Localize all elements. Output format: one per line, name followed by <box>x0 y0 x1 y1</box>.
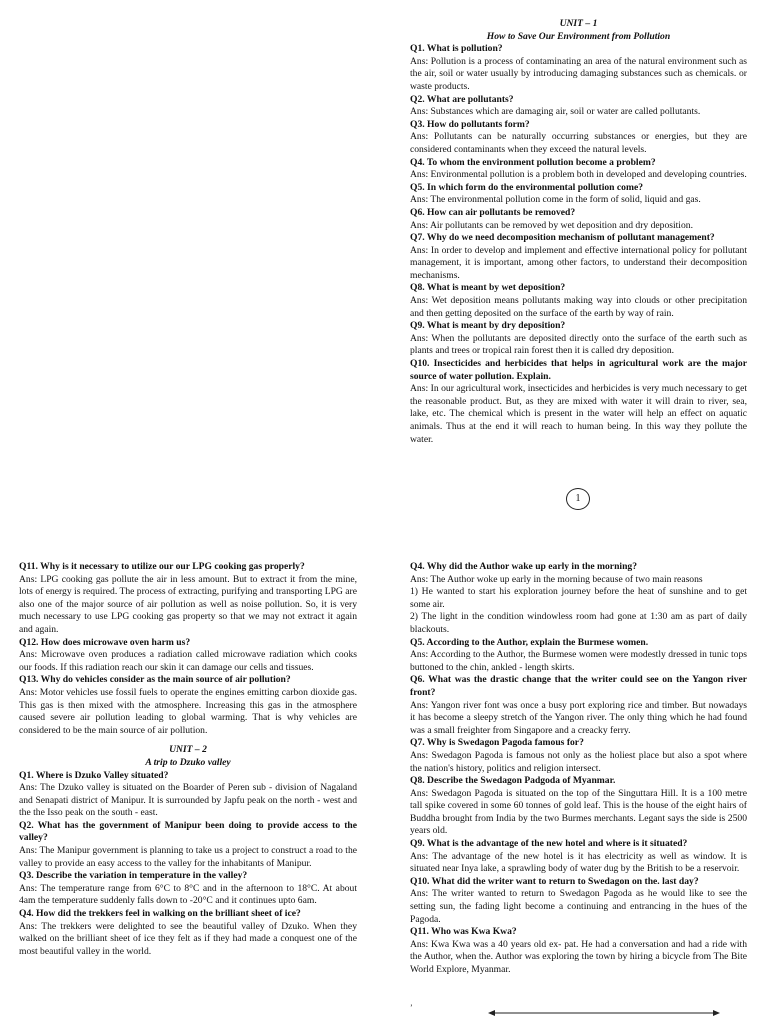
answer: Ans: The advantage of the new hotel is it has electricity as well as window. It is situated near Inya lake, a sprawling body of water dug by the British to be a reservoir. <box>410 850 747 875</box>
answer: Ans: The environmental pollution come in the form of solid, liquid and gas. <box>410 194 701 206</box>
question: Q6. What was the drastic change that the writer could see on the Yangon river front? <box>410 674 747 698</box>
question: Q1. Where is Dzuko Valley situated? <box>19 769 169 781</box>
question: Q4. How did the trekkers feel in walking on the brilliant sheet of ice? <box>19 908 301 920</box>
question: Q2. What are pollutants? <box>410 93 514 105</box>
question: Q9. What is the advantage of the new hotel and where is it situated? <box>410 838 688 850</box>
answer: Ans: Yangon river font was once a busy port exploring rice and timber. But nowadays it has become a sleepy stretch of the Yangon river. The only thing which he had found was a small freighter from Singapore and a creacky ferry. <box>410 699 747 736</box>
question: Q11. Why is it necessary to utilize our our LPG cooking gas properly? <box>19 561 305 572</box>
unit3-column <box>410 561 747 977</box>
answer: Ans: The Dzuko valley is situated on the Boarder of Peren sub - division of Nagaland and Senapati district of Manipur. It is surrounded by Japfu peak on the north - west and the the Isso peak on the south - east. <box>19 782 357 819</box>
page-number: 1 <box>566 488 590 510</box>
question: Q1. What is pollution? <box>410 43 503 55</box>
answer: Ans: Microwave oven produces a radiation called microwave radiation which cooks our foods. If this radiation reach our skin it can damage our cells and tissues. <box>19 649 357 673</box>
question: Q5. In which form do the environmental pollution come? <box>410 181 644 193</box>
answer: Ans: LPG cooking gas pollute the air in less amount. But to extract it from the mine, lots of energy is required. The process of extracting, purifying and transporting LPG are also one of the major source of air pollution as well as noise pollution. So, it is very much necessary to use LPG cooking gas property so that we may not extract it again and again. <box>19 573 357 635</box>
answer: Ans: According to the Author, the Burmese women were modestly dressed in tunic tops buttoned to the chin, ankled - length skirts. <box>410 649 747 673</box>
unit1-column <box>410 18 747 446</box>
question: Q3. Describe the variation in temperature in the valley? <box>19 870 248 882</box>
answer: Ans: The Manipur government is planning to take us a project to construct a road to the valley to provide an easy access to the valley for the inhabitants of Manipur. <box>19 845 357 869</box>
answer: Ans: The Author woke up early in the morning because of two main reasons <box>410 573 703 585</box>
stray-mark: ’ <box>410 1003 413 1012</box>
question: Q5. According to the Author, explain the Burmese women. <box>410 636 649 648</box>
answer: Ans: Pollutants can be naturally occurring substances or energies, but they are considered contaminants when they exceed the natural levels. <box>410 131 747 155</box>
question: Q6. How can air pollutants be removed? <box>410 206 576 218</box>
question: Q4. Why did the Author wake up early in the morning? <box>410 561 637 572</box>
answer: Ans: In our agricultural work, insecticides and herbicides is very much necessary to get the reasonable product. But, as they are mixed with water it will drain to river, sea, lake, etc. The chemical which is present in the water will help an effect on aquatic animals. Thus at the end it will reach to human being. In this way they pollute the water. <box>410 383 747 445</box>
answer: Ans: Substances which are damaging air, soil or water are called pollutants. <box>410 106 701 118</box>
question: Q10. Insecticides and herbicides that helps in agricultural work are the major source of water pollution. Explain. <box>410 358 747 382</box>
answer: Ans: Environmental pollution is a problem both in developed and developing countries. <box>410 169 747 181</box>
answer: Ans: Swedagon Pagoda is situated on the top of the Singuttara Hill. It is a 100 metre tall spike covered in some 60 tonnes of gold leaf. This is the house of the eight hairs of Buddha brought from India by the two Burmes merchants. Legant says the side is 2500 years old. <box>410 787 747 837</box>
question: Q10. What did the writer want to return to Swedagon on the. last day? <box>410 875 699 887</box>
answer: Ans: Pollution is a process of contaminating an area of the natural environment such as the air, soil or water usually by introducing damaging substances such as chemicals. or waste products. <box>410 55 747 92</box>
answer: Ans: The writer wanted to return to Swedagon Pagoda as he would like to see the setting sun, the fading light become a continuing and entrancing in the hues of the Pagoda. <box>410 888 747 925</box>
double-arrow-icon <box>488 1008 720 1018</box>
answer: Ans: In order to develop and implement and effective international policy for pollutant management, it is important, among other factors, to understand their decomposition mechanisms. <box>410 244 747 281</box>
answer: Ans: Air pollutants can be removed by wet deposition and dry deposition. <box>410 219 693 231</box>
question: Q8. Describe the Swedagon Padgoda of Myanmar. <box>410 775 616 787</box>
answer-point: 2) The light in the condition windowless room had gone at 1:30 am as part of daily blackouts. <box>410 611 747 635</box>
answer: Ans: Wet deposition means pollutants making way into clouds or other precipitation and then getting deposited on the surface of the earth by way of rain. <box>410 295 747 319</box>
unit1-heading: UNIT – 1 <box>559 18 598 29</box>
question: Q4. To whom the environment pollution become a problem? <box>410 156 656 168</box>
answer: Ans: Kwa Kwa was a 40 years old ex- pat. He had a conversation and had a ride with the Author, when the. Author was exploring the town by hiring a bicycle from The Bite World Explore, Myanmar. <box>410 938 747 975</box>
answer-point: 1) He wanted to start his exploration journey before the heat of sunshine and to get some air. <box>410 586 747 610</box>
question: Q7. Why is Swedagon Pagoda famous for? <box>410 737 584 749</box>
question: Q9. What is meant by dry deposition? <box>410 320 566 332</box>
question: Q2. What has the government of Manipur been doing to provide access to the valley? <box>19 819 357 844</box>
question: Q13. Why do vehicles consider as the main source of air pollution? <box>19 674 291 686</box>
answer: Ans: Motor vehicles use fossil fuels to operate the engines emitting carbon dioxide gas. This gas is then mixed with the atmosphere. Increasing this gas in the atmosphere caused severe air pollution leading to global warming. That is why vehicles are considered to be the main source of air pollution. <box>19 686 357 736</box>
question: Q3. How do pollutants form? <box>410 118 530 130</box>
question: Q7. Why do we need decomposition mechanism of pollutant management? <box>410 232 715 244</box>
answer: Ans: The temperature range from 6°C to 8°C and in the afternoon to 18°C. At about 4am the temperature suddenly falls down to -20°C and it continues upto 6am. <box>19 882 357 907</box>
answer: Ans: The trekkers were delighted to see the beautiful valley of Dzuko. When they walked on the brilliant sheet of ice they felt as if they had made a conquest one of the most beautiful valley in the world. <box>19 920 357 957</box>
unit1-subheading: How to Save Our Environment from Pollution <box>486 30 671 42</box>
unit2-heading: UNIT – 2 <box>169 744 207 756</box>
answer: Ans: When the pollutants are deposited directly onto the surface of the earth such as plants and trees or tropical rain forest then it is called dry deposition. <box>410 332 747 357</box>
answer: Ans: Swedagon Pagoda is famous not only as the holiest place but also a spot where the nation's history, politics and religion intersect. <box>410 749 747 774</box>
unit2-subheading: A trip to Dzuko valley <box>145 756 231 768</box>
question: Q8. What is meant by wet deposition? <box>410 282 566 294</box>
question: Q12. How does microwave oven harm us? <box>19 636 191 648</box>
question: Q11. Who was Kwa Kwa? <box>410 926 517 938</box>
unit1-cont-unit2-column <box>19 561 357 958</box>
